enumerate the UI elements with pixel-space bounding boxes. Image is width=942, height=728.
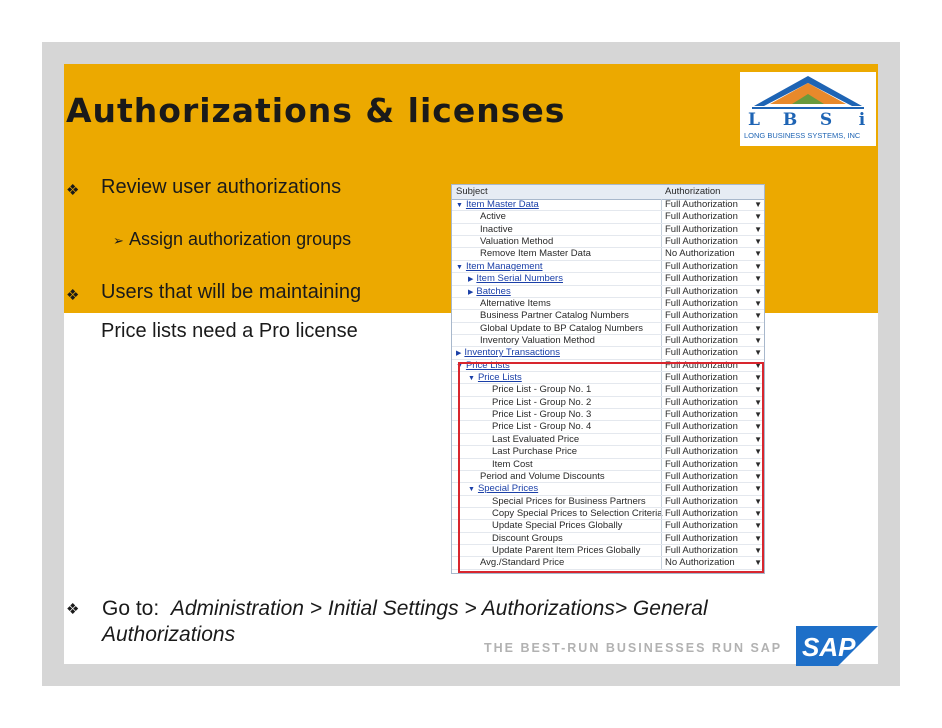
grid-row[interactable] [452, 248, 764, 260]
authorization-select[interactable] [661, 199, 765, 210]
authorization-value: Full Authorization [665, 273, 738, 285]
row-subject-label: Price List - Group No. 3 [492, 409, 592, 421]
collapse-icon[interactable]: ▼ [468, 486, 475, 494]
row-subject-label: Update Special Prices Globally [492, 520, 623, 532]
row-subject-label: Valuation Method [480, 236, 554, 248]
logo-letters [742, 110, 874, 130]
row-subject-label: Period and Volume Discounts [480, 470, 605, 482]
logo-letter: B [782, 110, 798, 130]
row-subject [452, 199, 664, 210]
row-subject [452, 335, 688, 346]
caret-down-icon[interactable]: ▼ [754, 274, 762, 284]
authorization-value: Full Authorization [665, 372, 738, 384]
caret-down-icon[interactable]: ▼ [754, 533, 762, 543]
authorization-select[interactable] [661, 273, 765, 284]
row-subject-label[interactable]: Special Prices [477, 483, 539, 495]
grid-row[interactable] [452, 286, 764, 298]
bullet-assign: Assign authorization groups [129, 229, 352, 249]
authorization-value: Full Authorization [665, 446, 738, 458]
caret-down-icon[interactable]: ▼ [754, 521, 762, 531]
grid-row[interactable] [452, 273, 764, 285]
column-subject[interactable]: Subject [456, 186, 488, 197]
row-subject [452, 310, 688, 321]
authorization-value: Full Authorization [665, 495, 738, 507]
row-subject-label[interactable]: Item Master Data [465, 199, 539, 210]
diamond-bullet-icon: ❖ [66, 182, 80, 199]
authorization-value: Full Authorization [665, 297, 738, 309]
caret-down-icon[interactable]: ▼ [754, 508, 762, 518]
row-subject-label: Inactive [480, 223, 513, 235]
caret-down-icon[interactable]: ▼ [754, 335, 762, 345]
caret-down-icon[interactable]: ▼ [754, 323, 762, 333]
logo-letter: i [858, 110, 866, 130]
authorization-value: Full Authorization [665, 409, 738, 421]
caret-down-icon[interactable]: ▼ [754, 261, 762, 271]
authorization-value: Full Authorization [665, 236, 738, 248]
row-subject-label: Price List - Group No. 4 [492, 421, 592, 433]
authorization-value: Full Authorization [665, 532, 738, 544]
authorization-select[interactable] [661, 347, 765, 358]
logo-subtitle: LONG BUSINESS SYSTEMS, INC [744, 131, 861, 140]
authorization-value: Full Authorization [665, 520, 738, 532]
grid-header [452, 185, 764, 200]
caret-down-icon[interactable]: ▼ [754, 484, 762, 494]
collapse-icon[interactable]: ▼ [456, 263, 463, 271]
authorization-value: Full Authorization [665, 507, 738, 519]
collapse-icon[interactable]: ▼ [456, 202, 463, 209]
authorization-select[interactable] [661, 298, 765, 309]
grid-row[interactable] [452, 310, 764, 322]
caret-down-icon[interactable]: ▼ [754, 471, 762, 481]
grid-row[interactable] [452, 335, 764, 347]
diamond-bullet-icon: ❖ [66, 601, 80, 618]
row-subject-label: Last Evaluated Price [492, 433, 580, 445]
grid-row[interactable] [452, 323, 764, 335]
row-subject [452, 261, 664, 272]
caret-down-icon[interactable]: ▼ [754, 348, 762, 358]
authorization-select[interactable] [661, 310, 765, 321]
row-subject-label[interactable]: Inventory Transactions [464, 347, 560, 359]
bullet-price-lists: Price lists need a Pro license [101, 320, 358, 342]
row-subject-label: Active [480, 211, 506, 223]
row-subject-label: Alternative Items [480, 297, 551, 309]
caret-down-icon[interactable]: ▼ [754, 496, 762, 506]
row-subject [452, 224, 688, 235]
caret-down-icon[interactable]: ▼ [754, 447, 762, 457]
caret-down-icon[interactable]: ▼ [754, 434, 762, 444]
lbsi-logo [740, 72, 876, 146]
diamond-bullet-icon: ❖ [66, 287, 80, 304]
logo-letter: L [748, 110, 760, 130]
row-subject-label: Special Prices for Business Partners [492, 495, 646, 507]
sap-logo-text: SAP [802, 632, 856, 662]
row-subject [452, 298, 688, 309]
row-subject-label[interactable]: Price Lists [477, 372, 522, 384]
expand-icon[interactable]: ▶ [468, 276, 474, 284]
authorization-value: Full Authorization [665, 211, 738, 223]
row-subject [452, 323, 688, 334]
caret-down-icon[interactable]: ▼ [754, 249, 762, 259]
row-subject [452, 211, 688, 222]
caret-down-icon[interactable]: ▼ [754, 422, 762, 432]
grid-row[interactable] [452, 261, 764, 273]
grid-row[interactable] [452, 224, 764, 236]
expand-icon[interactable]: ▶ [468, 288, 474, 296]
row-subject-label[interactable]: Item Serial Numbers [476, 273, 563, 285]
caret-down-icon[interactable]: ▼ [754, 459, 762, 469]
price-lists-highlight [458, 359, 764, 573]
caret-down-icon[interactable]: ▼ [754, 237, 762, 247]
row-subject-label: Remove Item Master Data [480, 248, 591, 260]
collapse-icon[interactable]: ▼ [456, 362, 463, 370]
row-subject-label: Price List - Group No. 1 [492, 384, 592, 396]
authorization-select[interactable] [661, 261, 765, 272]
authorization-value: Full Authorization [665, 347, 738, 359]
row-subject-label: Price List - Group No. 2 [492, 396, 592, 408]
goto-prefix: Go to: [102, 597, 160, 620]
caret-down-icon[interactable]: ▼ [754, 212, 762, 222]
arrow-bullet-icon: ➢ [113, 233, 124, 248]
caret-down-icon[interactable]: ▼ [754, 558, 762, 568]
row-subject-label[interactable]: Item Management [465, 260, 543, 272]
authorization-select[interactable] [661, 224, 765, 235]
row-subject-label: Global Update to BP Catalog Numbers [480, 322, 643, 334]
collapse-icon[interactable]: ▼ [468, 375, 475, 383]
authorization-value: Full Authorization [665, 421, 738, 433]
caret-down-icon[interactable]: ▼ [754, 385, 762, 395]
row-subject-label: Business Partner Catalog Numbers [480, 310, 629, 322]
authorization-value: Full Authorization [665, 285, 738, 297]
row-subject-label: Item Cost [492, 458, 533, 470]
grid-row[interactable] [452, 298, 764, 310]
authorization-value: Full Authorization [665, 483, 738, 495]
row-subject [452, 236, 688, 247]
goto-path: Administration > Initial Settings > Authorizations> General Authorizations [102, 597, 708, 646]
authorization-select[interactable] [661, 211, 765, 222]
expand-icon[interactable]: ▶ [456, 350, 462, 358]
authorization-value: Full Authorization [665, 334, 738, 346]
row-subject-label: Inventory Valuation Method [480, 334, 595, 346]
authorization-value: Full Authorization [665, 396, 738, 408]
row-subject-label: Copy Special Prices to Selection Criteria [492, 507, 663, 519]
caret-down-icon[interactable]: ▼ [754, 298, 762, 308]
authorization-value: Full Authorization [665, 470, 738, 482]
authorization-value: Full Authorization [665, 199, 738, 210]
authorization-value: Full Authorization [665, 458, 738, 470]
authorization-select[interactable] [661, 323, 765, 334]
row-subject [452, 248, 688, 259]
slide-title: Authorizations & licenses [66, 91, 566, 130]
authorization-value: Full Authorization [665, 433, 738, 445]
caret-down-icon[interactable]: ▼ [754, 286, 762, 296]
authorization-value: Full Authorization [665, 223, 738, 235]
logo-letter: S [819, 110, 833, 130]
authorization-value: Full Authorization [665, 384, 738, 396]
bullet-users: Users that will be maintaining [101, 281, 362, 303]
row-subject-label[interactable]: Price Lists [465, 359, 510, 371]
authorization-value: Full Authorization [665, 322, 738, 334]
caret-down-icon[interactable]: ▼ [754, 410, 762, 420]
authorization-value: Full Authorization [665, 260, 738, 272]
sap-tagline: THE BEST-RUN BUSINESSES RUN SAP [484, 641, 783, 655]
authorization-value: Full Authorization [665, 359, 738, 371]
authorization-value: No Authorization [665, 248, 735, 260]
row-subject-label[interactable]: Batches [476, 285, 511, 297]
column-authorization[interactable]: Authorization [665, 186, 721, 197]
authorization-select[interactable] [661, 335, 765, 346]
grid-row[interactable] [452, 347, 764, 359]
caret-down-icon[interactable]: ▼ [754, 311, 762, 321]
authorization-value: No Authorization [665, 557, 735, 569]
row-subject-label: Avg./Standard Price [480, 557, 565, 569]
authorization-select[interactable] [661, 286, 765, 297]
grid-row[interactable] [452, 211, 764, 223]
row-subject [452, 273, 676, 284]
sap-logo [796, 626, 878, 666]
authorization-select[interactable] [661, 248, 765, 259]
grid-row[interactable] [452, 199, 764, 211]
caret-down-icon[interactable]: ▼ [754, 397, 762, 407]
caret-down-icon[interactable]: ▼ [754, 546, 762, 556]
authorization-select[interactable] [661, 236, 765, 247]
row-subject [452, 347, 664, 358]
bullet-review: Review user authorizations [101, 176, 342, 198]
row-subject [452, 286, 676, 297]
row-subject-label: Discount Groups [492, 532, 563, 544]
authorization-value: Full Authorization [665, 310, 738, 322]
authorization-value: Full Authorization [665, 545, 738, 557]
row-subject-label: Last Purchase Price [492, 446, 578, 458]
caret-down-icon[interactable]: ▼ [754, 360, 762, 370]
caret-down-icon[interactable]: ▼ [754, 200, 762, 209]
row-subject-label: Update Parent Item Prices Globally [492, 545, 641, 557]
caret-down-icon[interactable]: ▼ [754, 224, 762, 234]
caret-down-icon[interactable]: ▼ [754, 373, 762, 383]
grid-row[interactable] [452, 236, 764, 248]
